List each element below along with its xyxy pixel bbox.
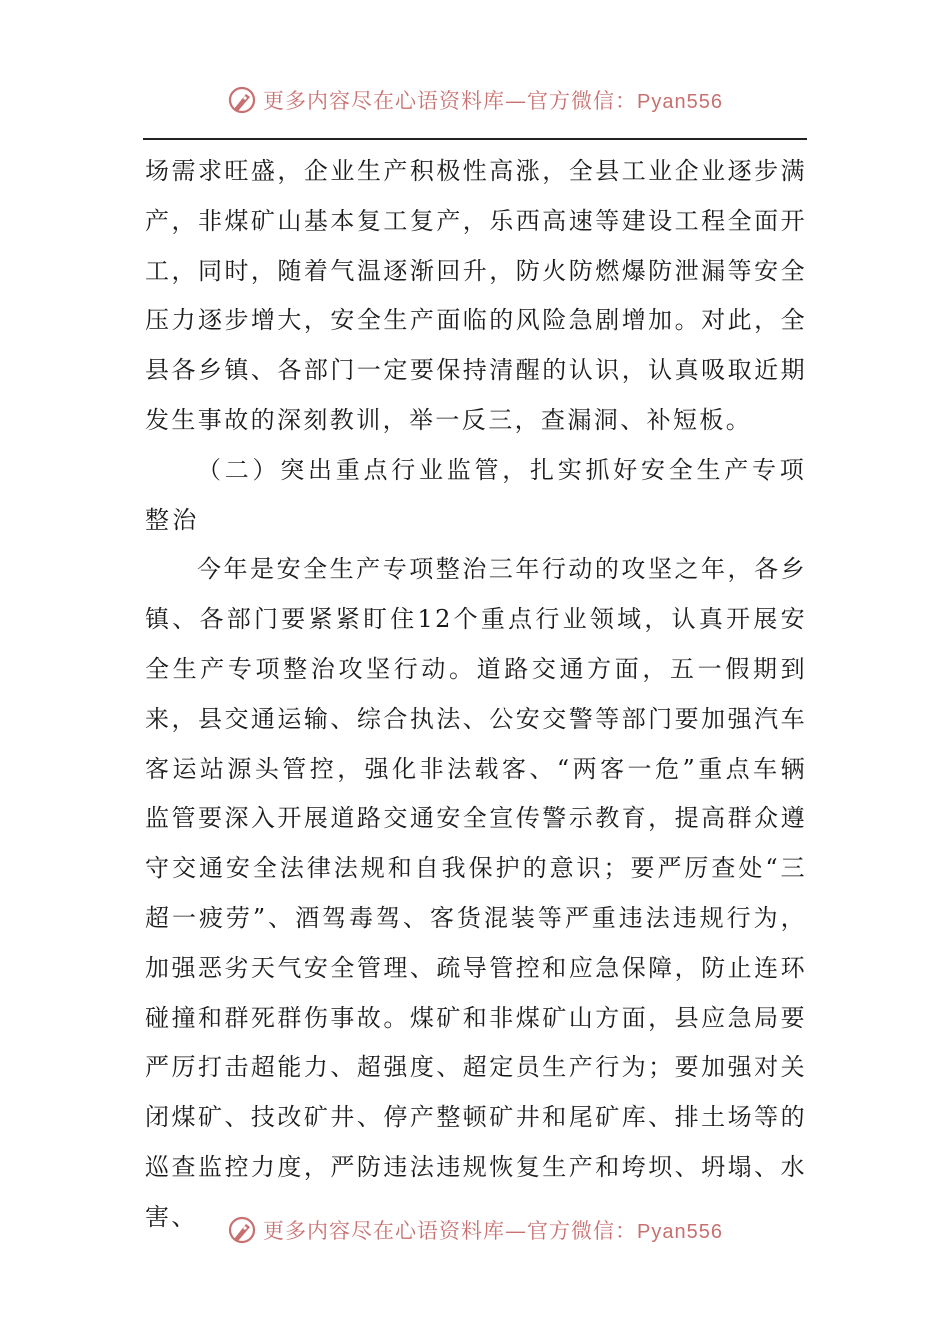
header-banner	[0, 78, 950, 122]
pen-nib-circle-icon	[227, 85, 257, 115]
footer-banner-dash: —	[505, 1219, 528, 1243]
pen-nib-circle-icon	[227, 1215, 257, 1245]
header-banner-wechat-label: 官方微信：	[527, 89, 638, 113]
document-body	[145, 147, 807, 1243]
body-paragraph: 今年是安全生产专项整治三年行动的攻坚之年，各乡镇、各部门要紧紧盯住12个重点行业领域，认真开展安全生产专项整治攻坚行动。道路交通方面，五一假期到来，县交通运输、综合执法、公安交警等部门要加强汽车客运站源头管控，强化非法载客、“两客一危”重点车辆监管要深入开展道路交通安全宣传警示教育，提高群众遵守交通安全法律法规和自我保护的意识；要严厉查处“三超一疲劳”、酒驾毒驾、客货混装等严重违法违规行为，加强恶劣天气安全管理、疏导管控和应急保障，防止连环碰撞和群死群伤事故。煤矿和非煤矿山方面，县应急局要严厉打击超能力、超强度、超定员生产行为；要加强对关闭煤矿、技改矿井、停产整顿矿井和尾矿库、排土场等的巡查监控力度，严防违法违规恢复生产和垮坝、坍塌、水害、	[145, 555, 807, 1231]
footer-banner-site: 更多内容尽在心语资料库	[263, 1219, 506, 1243]
body-paragraph-continuation: 场需求旺盛，企业生产积极性高涨，全县工业企业逐步满产，非煤矿山基本复工复产，乐西高速等建设工程全面开工，同时，随着气温逐渐回升，防火防燃爆防泄漏等安全压力逐步增大，安全生产面临的风险急剧增加。对此，全县各乡镇、各部门一定要保持清醒的认识，认真吸取近期发生事故的深刻教训，举一反三，查漏洞、补短板。	[145, 157, 807, 434]
footer-banner-wechat-id: Pyan556	[637, 1221, 723, 1243]
footer-banner-text	[263, 1215, 723, 1245]
header-divider	[143, 138, 807, 140]
section-heading: （二）突出重点行业监管，扎实抓好安全生产专项整治	[145, 455, 807, 534]
header-banner-wechat-id: Pyan556	[637, 91, 723, 113]
header-banner-dash: —	[505, 89, 528, 113]
header-banner-site: 更多内容尽在心语资料库	[263, 89, 506, 113]
header-banner-text	[263, 85, 723, 115]
footer-banner	[0, 1208, 950, 1252]
footer-banner-wechat-label: 官方微信：	[527, 1219, 638, 1243]
